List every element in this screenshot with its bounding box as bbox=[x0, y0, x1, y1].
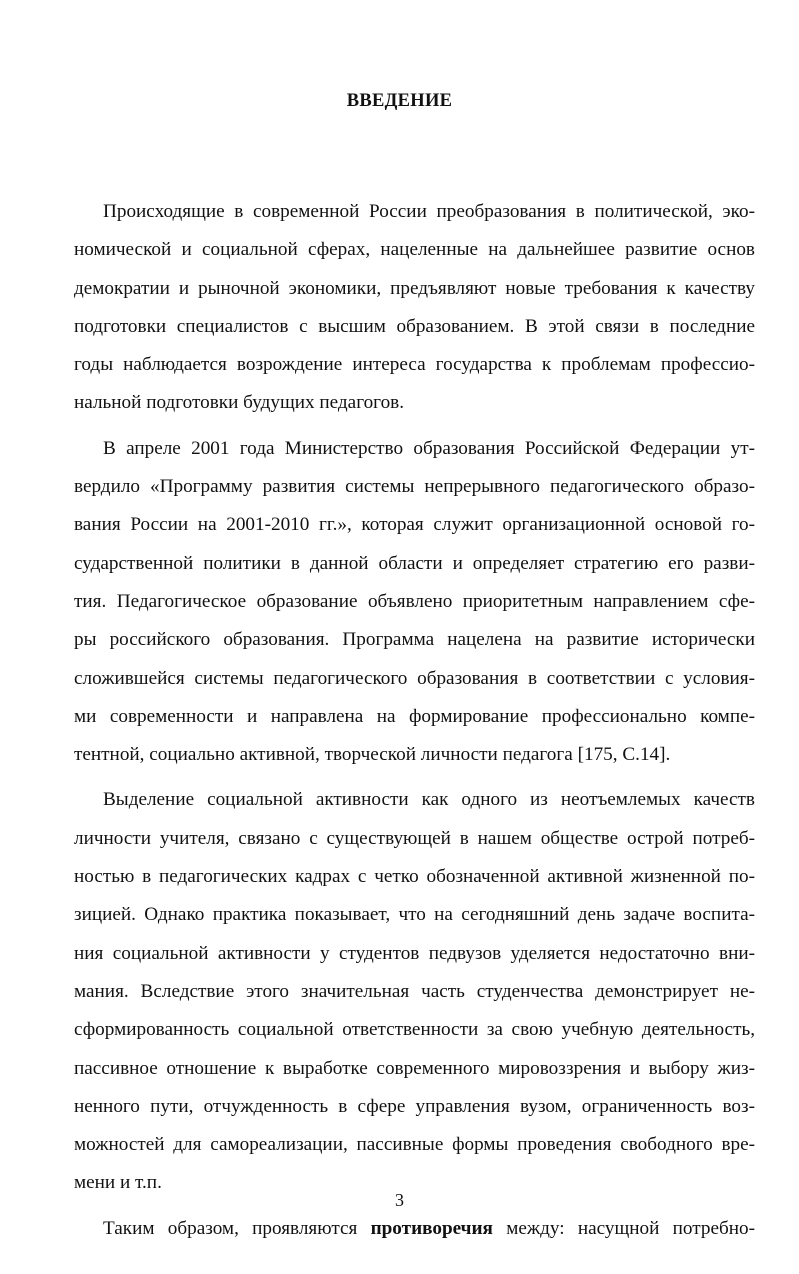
bold-term: противоречия bbox=[370, 1217, 493, 1239]
text-line: мания. Вследствие этого значительная часть студенчества демонстрирует не- bbox=[74, 980, 755, 1002]
text-line: зицией. Однако практика показывает, что на сегодняшний день задаче воспита- bbox=[74, 904, 755, 926]
text-line: годы наблюдается возрождение интереса государства к проблемам профессио- bbox=[74, 354, 755, 376]
text-line: тия. Педагогическое образование объявлено приоритетным направлением сфе- bbox=[74, 590, 755, 612]
text-line: Происходящие в современной России преобразования в политической, эко- bbox=[103, 201, 755, 222]
text-run: между: насущной потребно- bbox=[492, 1217, 755, 1239]
text-line: пассивное отношение к выработке современного мировоззрения и выбору жиз- bbox=[74, 1057, 755, 1079]
text-line: сложившейся системы педагогического образования в соответствии с условия- bbox=[74, 667, 755, 689]
text-line: можностей для самореализации, пассивные формы проведения свободного вре- bbox=[74, 1134, 755, 1156]
text-line: подготовки специалистов с высшим образованием. В этой связи в последние bbox=[74, 315, 755, 337]
text-line: мени и т.п. bbox=[74, 1172, 162, 1194]
text-line: ры российского образования. Программа нацелена на развитие исторически bbox=[74, 629, 755, 651]
text-line: вердило «Программу развития системы непрерывного педагогического образо- bbox=[74, 476, 755, 498]
text-line: тентной, социально активной, творческой личности педагога [175, С.14]. bbox=[74, 744, 671, 766]
text-line: ненного пути, отчужденность в сфере управления вузом, ограниченность воз- bbox=[74, 1095, 755, 1117]
text-line: ностью в педагогических кадрах с четко обозначенной активной жизненной по- bbox=[74, 866, 755, 888]
page-number: 3 bbox=[395, 1190, 404, 1210]
page-title: ВВЕДЕНИЕ bbox=[346, 91, 453, 111]
text-line: демократии и рыночной экономики, предъявляют новые требования к качеству bbox=[74, 277, 755, 299]
text-line: сформированность социальной ответственности за свою учебную деятельность, bbox=[74, 1019, 755, 1041]
text-line: ми современности и направлена на формирование профессионально компе- bbox=[74, 705, 755, 727]
text-line: В апреле 2001 года Министерство образования Российской Федерации ут- bbox=[103, 437, 755, 459]
text-line: сударственной политики в данной области и определяет стратегию его разви- bbox=[74, 552, 755, 574]
text-line: вания России на 2001-2010 гг.», которая служит организационной основой го- bbox=[74, 514, 755, 536]
text-line: нальной подготовки будущих педагогов. bbox=[74, 392, 405, 414]
text-line: личности учителя, связано с существующей в нашем обществе острой потреб- bbox=[74, 827, 755, 849]
text-line: ния социальной активности у студентов педвузов уделяется недостаточно вни- bbox=[74, 942, 755, 964]
text-run: Таким образом, проявляются bbox=[103, 1217, 371, 1239]
text-line bbox=[74, 1210, 755, 1248]
text-line: номической и социальной сферах, нацеленные на дальнейшее развитие основ bbox=[74, 239, 755, 261]
body-text bbox=[74, 193, 755, 1248]
text-line: Выделение социальной активности как одного из неотъемлемых качеств bbox=[103, 789, 755, 811]
